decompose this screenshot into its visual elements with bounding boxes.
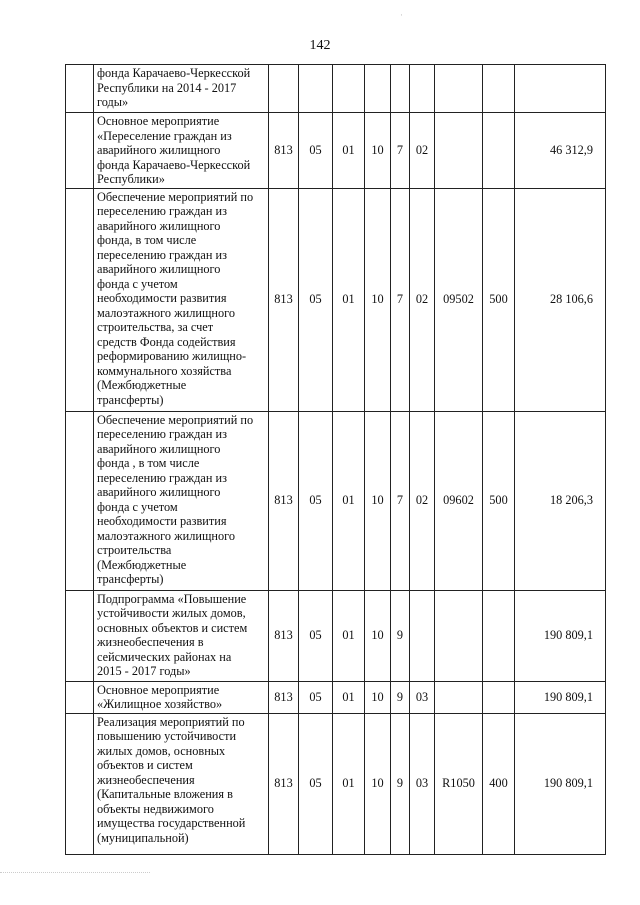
cell-section-code: 05 <box>299 713 333 854</box>
cell-expense-type-code <box>483 590 515 681</box>
cell-name: Обеспечение мероприятий по переселению граждан из аварийного жилищного фонда , в том числе переселению граждан из аварийного жилищного фонда с учетом необходимости развития малоэтажного жилищного строительства (Межбюджетные трансферты) <box>94 411 269 590</box>
cell-subsection-code: 01 <box>333 713 365 854</box>
cell-program-code: 10 <box>365 411 391 590</box>
cell-name: Основное мероприятие «Жилищное хозяйство» <box>94 681 269 713</box>
cell-name: Реализация мероприятий по повышению устойчивости жилых домов, основных объектов и систем жизнеобеспечения (Капитальные вложения в объекты недвижимого имущества государственной (муниципальной) <box>94 713 269 854</box>
cell-activity-code <box>410 590 435 681</box>
table-row <box>66 113 606 189</box>
cell-expense-type-code: 400 <box>483 713 515 854</box>
cell-ministry-code <box>269 65 299 113</box>
cell-direction-code: 09602 <box>435 411 483 590</box>
cell-expense-type-code: 500 <box>483 188 515 411</box>
row-margin-cell <box>66 590 94 681</box>
table-row <box>66 411 606 590</box>
row-margin-cell <box>66 113 94 189</box>
cell-activity-code: 02 <box>410 113 435 189</box>
budget-table <box>65 64 606 855</box>
cell-subsection-code: 01 <box>333 188 365 411</box>
cell-name: фонда Карачаево-Черкесской Республики на 2014 - 2017 годы» <box>94 65 269 113</box>
cell-expense-type-code <box>483 681 515 713</box>
cell-amount <box>515 65 606 113</box>
row-margin-cell <box>66 188 94 411</box>
cell-subprogram-code <box>391 65 410 113</box>
cell-amount: 190 809,1 <box>515 590 606 681</box>
row-margin-cell <box>66 65 94 113</box>
cell-expense-type-code <box>483 113 515 189</box>
cell-amount: 46 312,9 <box>515 113 606 189</box>
cell-subsection-code <box>333 65 365 113</box>
cell-ministry-code: 813 <box>269 188 299 411</box>
table-row <box>66 188 606 411</box>
cell-section-code: 05 <box>299 113 333 189</box>
cell-subsection-code: 01 <box>333 113 365 189</box>
cell-section-code: 05 <box>299 590 333 681</box>
cell-direction-code <box>435 65 483 113</box>
cell-program-code: 10 <box>365 681 391 713</box>
cell-subsection-code: 01 <box>333 681 365 713</box>
cell-subprogram-code: 9 <box>391 713 410 854</box>
table-row <box>66 65 606 113</box>
cell-direction-code: 09502 <box>435 188 483 411</box>
cell-section-code: 05 <box>299 681 333 713</box>
cell-program-code: 10 <box>365 713 391 854</box>
row-margin-cell <box>66 713 94 854</box>
cell-expense-type-code <box>483 65 515 113</box>
table-row <box>66 590 606 681</box>
cell-amount: 190 809,1 <box>515 681 606 713</box>
cell-subprogram-code: 7 <box>391 411 410 590</box>
cell-direction-code <box>435 681 483 713</box>
cell-amount: 28 106,6 <box>515 188 606 411</box>
scan-edge-line <box>0 872 150 873</box>
row-margin-cell <box>66 411 94 590</box>
cell-ministry-code: 813 <box>269 681 299 713</box>
cell-activity-code: 02 <box>410 411 435 590</box>
cell-name: Обеспечение мероприятий по переселению граждан из аварийного жилищного фонда, в том числе переселению граждан из аварийного жилищного фонда с учетом необходимости развития малоэтажного жилищного строительства, за счет средств Фонда содействия реформированию жилищно- коммунального хозяйства (Межбюджетные трансферты) <box>94 188 269 411</box>
cell-subprogram-code: 7 <box>391 188 410 411</box>
cell-ministry-code: 813 <box>269 713 299 854</box>
scan-mark: · <box>400 10 403 20</box>
cell-activity-code <box>410 65 435 113</box>
cell-ministry-code: 813 <box>269 113 299 189</box>
cell-amount: 190 809,1 <box>515 713 606 854</box>
cell-section-code: 05 <box>299 188 333 411</box>
cell-program-code <box>365 65 391 113</box>
page-number: 142 <box>309 38 331 53</box>
cell-activity-code: 03 <box>410 713 435 854</box>
cell-subprogram-code: 9 <box>391 590 410 681</box>
cell-ministry-code: 813 <box>269 590 299 681</box>
table-row <box>66 713 606 854</box>
cell-name: Подпрограмма «Повышение устойчивости жилых домов, основных объектов и систем жизнеобеспечения в сейсмических районах на 2015 - 2017 годы» <box>94 590 269 681</box>
cell-activity-code: 02 <box>410 188 435 411</box>
cell-direction-code <box>435 590 483 681</box>
cell-subsection-code: 01 <box>333 590 365 681</box>
cell-section-code: 05 <box>299 411 333 590</box>
cell-name: Основное мероприятие «Переселение граждан из аварийного жилищного фонда Карачаево-Черкесской Республики» <box>94 113 269 189</box>
row-margin-cell <box>66 681 94 713</box>
budget-table-body <box>66 65 606 855</box>
cell-direction-code <box>435 113 483 189</box>
table-row <box>66 681 606 713</box>
cell-subsection-code: 01 <box>333 411 365 590</box>
cell-amount: 18 206,3 <box>515 411 606 590</box>
cell-direction-code: R1050 <box>435 713 483 854</box>
cell-program-code: 10 <box>365 188 391 411</box>
cell-expense-type-code: 500 <box>483 411 515 590</box>
cell-subprogram-code: 9 <box>391 681 410 713</box>
cell-program-code: 10 <box>365 590 391 681</box>
cell-subprogram-code: 7 <box>391 113 410 189</box>
cell-section-code <box>299 65 333 113</box>
cell-activity-code: 03 <box>410 681 435 713</box>
cell-ministry-code: 813 <box>269 411 299 590</box>
cell-program-code: 10 <box>365 113 391 189</box>
